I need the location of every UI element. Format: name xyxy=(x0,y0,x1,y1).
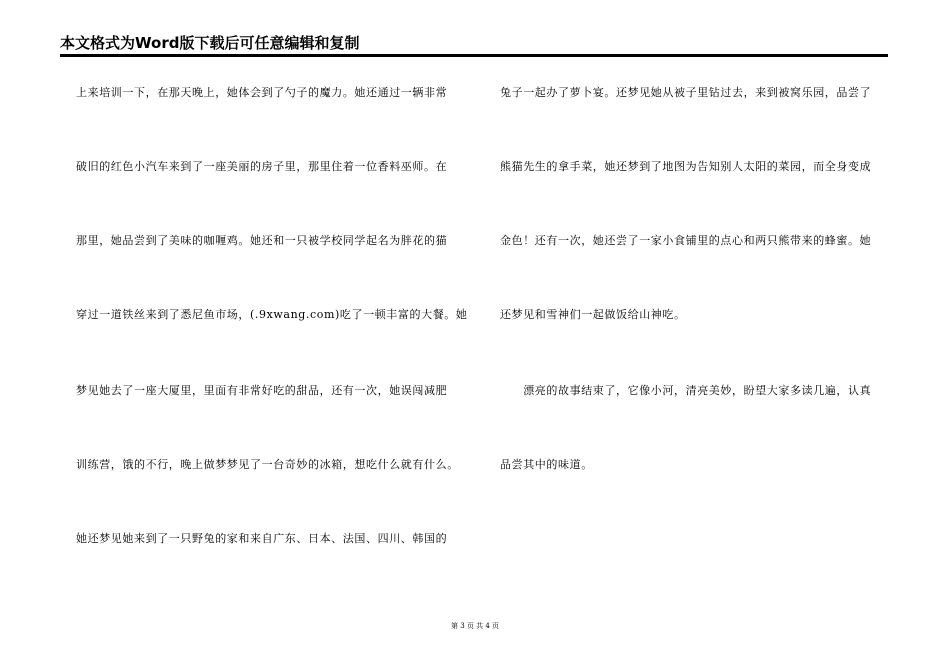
page-number: 第 3 页 共 4 页 xyxy=(450,622,500,630)
text-line: 破旧的红色小汽车来到了一座美丽的房子里，那里住着一位香料巫师。在 xyxy=(76,160,448,173)
text-line: 品尝其中的味道。 xyxy=(500,458,593,471)
text-line: 熊猫先生的拿手菜，她还梦到了地图为告知别人太阳的菜园，而全身变成 xyxy=(500,160,872,173)
document-header-title: 本文格式为Word版下载后可任意编辑和复制 xyxy=(60,33,888,56)
header-divider xyxy=(60,56,888,57)
text-line: 梦见她去了一座大厦里，里面有非常好吃的甜品，还有一次，她误闯减肥 xyxy=(76,384,448,397)
text-line: 兔子一起办了萝卜宴。还梦见她从被子里钻过去，来到被窝乐园，品尝了 xyxy=(500,86,872,99)
text-line: 她还梦见她来到了一只野兔的家和来自广东、日本、法国、四川、韩国的 xyxy=(76,532,448,545)
text-line: 穿过一道铁丝来到了悉尼鱼市场，(.9xwang.com)吃了一顿丰富的大餐。她 xyxy=(76,308,468,321)
text-line: 训练营，饿的不行，晚上做梦梦见了一台奇妙的冰箱，想吃什么就有什么。 xyxy=(76,458,459,471)
text-line: 漂亮的故事结束了，它像小河，清亮美妙，盼望大家多读几遍，认真 xyxy=(500,384,872,397)
text-line: 上来培训一下，在那天晚上，她体会到了勺子的魔力。她还通过一辆非常 xyxy=(76,86,448,99)
text-line: 那里，她品尝到了美味的咖喱鸡。她还和一只被学校同学起名为胖花的猫 xyxy=(76,234,448,247)
text-line: 还梦见和雪神们一起做饭给山神吃。 xyxy=(500,308,686,321)
text-line: 金色！还有一次，她还尝了一家小食铺里的点心和两只熊带来的蜂蜜。她 xyxy=(500,234,872,247)
